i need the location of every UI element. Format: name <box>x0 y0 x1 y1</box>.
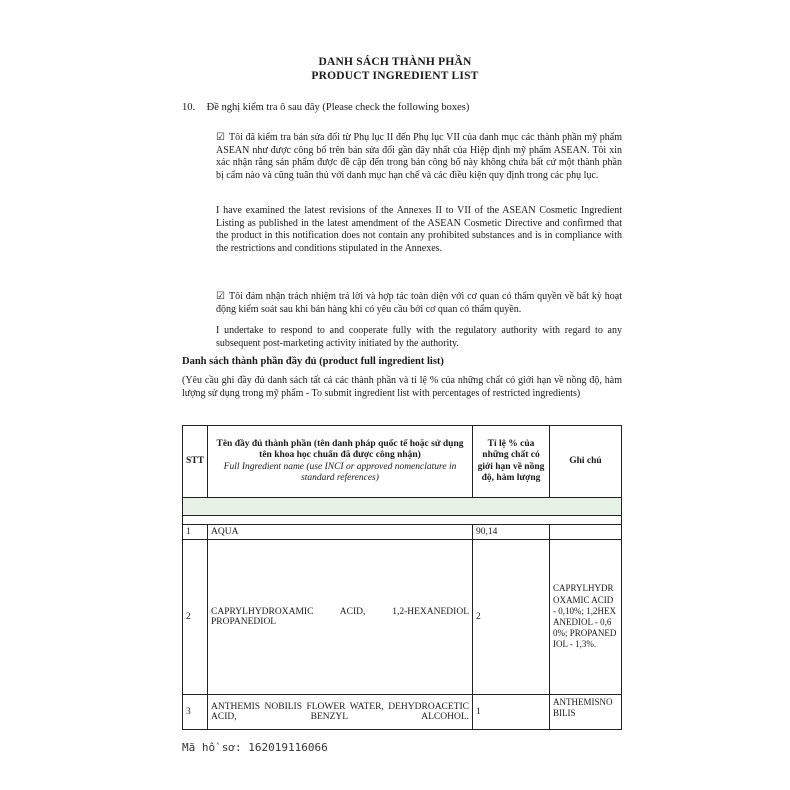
header-name-vi: Tên đầy đủ thành phần (tên danh pháp quốc tế hoặc sử dụng tên khoa học chuẩn đã được công nhận) <box>216 438 464 460</box>
spacer-cell <box>183 516 622 525</box>
file-code-footer: Mã hồ sơ: 162019116066 <box>182 741 328 754</box>
row-ratio: 90,14 <box>473 525 550 540</box>
row-stt: 3 <box>183 695 208 730</box>
header-ratio: Tỉ lệ % của những chất có giới hạn về nồng độ, hàm lượng <box>473 426 550 498</box>
header-stt: STT <box>183 426 208 498</box>
row-stt: 2 <box>183 540 208 695</box>
section-10-heading <box>182 102 469 113</box>
checked-checkbox-icon[interactable]: ☑ <box>216 291 225 302</box>
header-note: Ghi chú <box>550 426 622 498</box>
row-ratio: 2 <box>473 540 550 695</box>
band-cell <box>183 498 622 516</box>
header-name-en: Full Ingredient name (use INCI or approved nomenclature in standard references) <box>223 461 457 483</box>
row-note: ANTHEMISNOBILIS <box>550 695 622 730</box>
section-number: 10. <box>182 102 196 113</box>
ingredient-table <box>182 425 622 730</box>
checked-checkbox-icon[interactable]: ☑ <box>216 132 225 143</box>
row-ingredient-name: AQUA <box>208 525 473 540</box>
declaration-1-english: I have examined the latest revisions of the Annexes II to VII of the ASEAN Cosmetic Ingredient Listing as published in the latest amendment of the ASEAN Cosmetic Directive and confirmed that the product in this notification does not contain any prohibited substances and is in compliance with the restrictions and conditions stipulated in the Annexes. <box>216 205 622 255</box>
table-band-row <box>183 498 622 516</box>
row-ratio: 1 <box>473 695 550 730</box>
declaration-1-vi-text: Tôi đã kiểm tra bản sửa đổi từ Phụ lục II đến Phụ lục VII của danh mục các thành phần mỹ phẩm ASEAN như được công bố trên bản sửa đổi gần đây nhất của Hiệp định mỹ phẩm ASEAN. Tôi xin xác nhận rằng sản phẩm được đề cập đến trong bản công bố này không chứa bất cứ một thành phần bị cấm nào và cũng tuân thủ với danh mục hạn chế và các điều kiện quy định trong các phụ lục. <box>216 132 622 182</box>
declaration-2-english: I undertake to respond to and cooperate fully with the regulatory authority with regard to any subsequent post-marketing activity initiated by the authority. <box>216 325 622 349</box>
row-stt: 1 <box>183 525 208 540</box>
row-ingredient-name: ANTHEMIS NOBILIS FLOWER WATER, DEHYDROACETIC ACID, BENZYL ALCOHOL. <box>208 695 473 730</box>
title-english: PRODUCT INGREDIENT LIST <box>311 70 479 82</box>
title-vietnamese: DANH SÁCH THÀNH PHẦN <box>318 56 472 68</box>
header-ingredient-name <box>208 426 473 498</box>
declaration-2-vi-text: Tôi đảm nhận trách nhiệm trả lời và hợp tác toàn diện với cơ quan có thẩm quyền về bất kỳ hoạt động kiểm soát sau khi bán hàng khi có yêu cầu bởi cơ quan có thẩm quyền. <box>216 291 622 315</box>
section-10-text: Đề nghị kiểm tra ô sau đây (Please check the following boxes) <box>206 102 470 113</box>
row-note: CAPRYLHYDROXAMIC ACID - 0,10%; 1,2HEXANEDIOL - 0,60%; PROPANEDIOL - 1,3%. <box>550 540 622 695</box>
table-header-row <box>183 426 622 498</box>
table-row <box>183 525 622 540</box>
table-row <box>183 540 622 695</box>
row-note <box>550 525 622 540</box>
table-spacer-row <box>183 516 622 525</box>
full-ingredient-list-heading: Danh sách thành phần đầy đủ (product full ingredient list) <box>182 356 444 367</box>
declaration-1-vietnamese <box>216 132 622 183</box>
declaration-2-vietnamese <box>216 291 622 316</box>
table-row <box>183 695 622 730</box>
full-ingredient-list-note: (Yêu cầu ghi đầy đủ danh sách tất cả các thành phần và tỉ lệ % của những chất có giới hạn về nồng độ, hàm lượng sử dụng trong mỹ phẩm - To submit ingredient list with percentages of restricted ingredients) <box>182 375 622 399</box>
row-ingredient-name: CAPRYLHYDROXAMIC ACID, 1,2-HEXANEDIOL PROPANEDIOL <box>208 540 473 695</box>
